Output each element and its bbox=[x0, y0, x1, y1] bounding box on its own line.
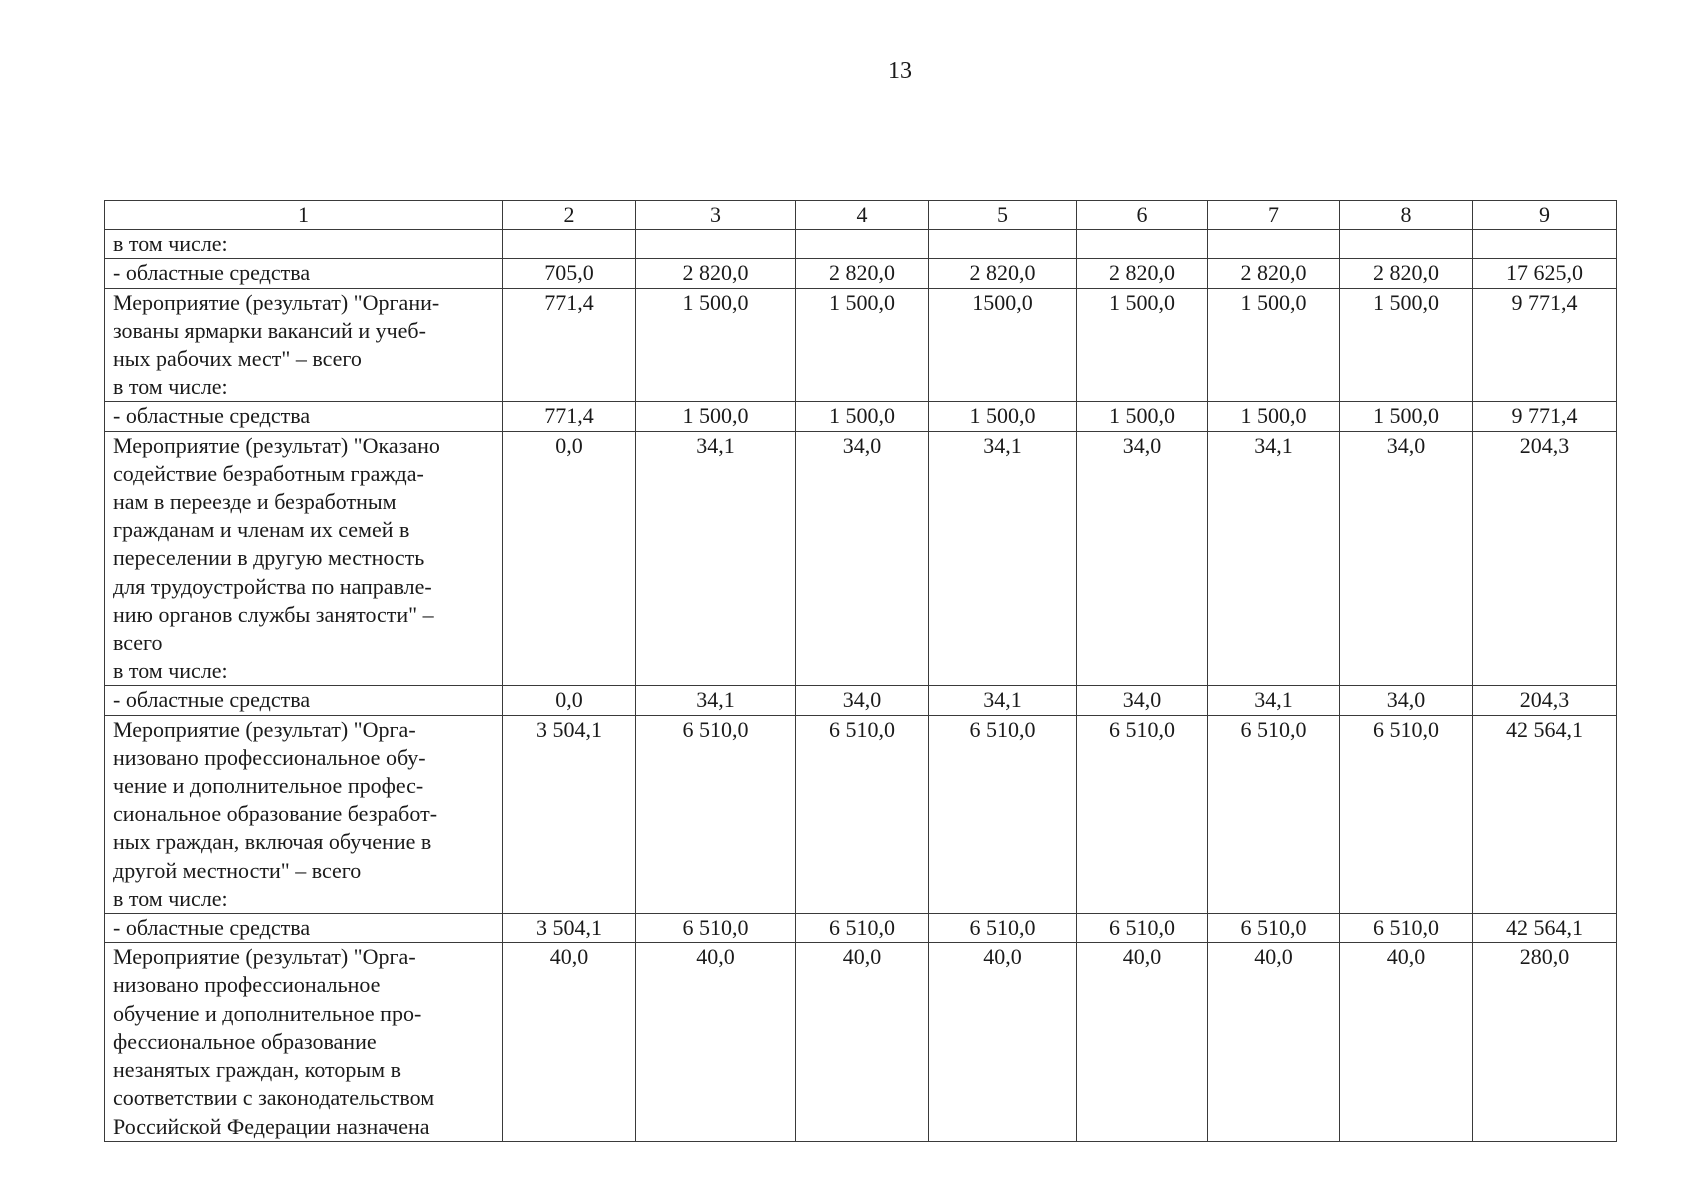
row-value bbox=[636, 230, 796, 259]
column-header: 4 bbox=[796, 201, 929, 230]
page-number: 13 bbox=[888, 58, 912, 84]
row-label-line: незанятых граждан, которым в bbox=[113, 1057, 401, 1083]
row-value: 34,1 bbox=[636, 431, 796, 686]
row-value bbox=[1077, 230, 1208, 259]
table-row bbox=[105, 402, 1617, 431]
row-value: 6 510,0 bbox=[796, 715, 929, 913]
row-value bbox=[1340, 230, 1473, 259]
row-value: 40,0 bbox=[503, 943, 636, 1141]
row-value: 17 625,0 bbox=[1473, 259, 1617, 288]
row-label-line: фессиональное образование bbox=[113, 1028, 377, 1054]
row-label-line: низовано профессиональное bbox=[113, 972, 381, 998]
row-value: 2 820,0 bbox=[1340, 259, 1473, 288]
row-label-line: другой местности" – всего bbox=[113, 857, 362, 883]
row-value: 1 500,0 bbox=[1077, 288, 1208, 402]
row-value: 1 500,0 bbox=[1340, 288, 1473, 402]
row-label-line: в том числе: bbox=[113, 658, 228, 684]
row-value bbox=[929, 230, 1077, 259]
row-value: 2 820,0 bbox=[1208, 259, 1340, 288]
column-header: 3 bbox=[636, 201, 796, 230]
table-row bbox=[105, 259, 1617, 288]
row-label: в том числе: bbox=[105, 230, 503, 259]
row-value: 9 771,4 bbox=[1473, 402, 1617, 431]
row-label-line: содействие безработным гражда- bbox=[113, 460, 424, 486]
row-value: 40,0 bbox=[929, 943, 1077, 1141]
row-value: 2 820,0 bbox=[929, 259, 1077, 288]
row-value: 6 510,0 bbox=[1208, 914, 1340, 943]
row-value: 1500,0 bbox=[929, 288, 1077, 402]
row-value: 6 510,0 bbox=[1208, 715, 1340, 913]
row-label-line: нам в переезде и безработным bbox=[113, 489, 397, 515]
row-value: 1 500,0 bbox=[929, 402, 1077, 431]
row-value: 1 500,0 bbox=[796, 288, 929, 402]
row-value: 34,0 bbox=[1077, 686, 1208, 715]
row-value: 40,0 bbox=[636, 943, 796, 1141]
row-value: 6 510,0 bbox=[929, 715, 1077, 913]
budget-table bbox=[104, 200, 1617, 1142]
row-label-line: зованы ярмарки вакансий и учеб- bbox=[113, 317, 426, 343]
row-label-line: в том числе: bbox=[113, 885, 228, 911]
table-row bbox=[105, 288, 1617, 402]
row-value: 6 510,0 bbox=[929, 914, 1077, 943]
row-value: 40,0 bbox=[1208, 943, 1340, 1141]
column-number-header-row bbox=[105, 201, 1617, 230]
column-header: 1 bbox=[105, 201, 503, 230]
row-value: 40,0 bbox=[1077, 943, 1208, 1141]
row-label-line: низовано профессиональное обу- bbox=[113, 744, 426, 770]
row-value bbox=[1208, 230, 1340, 259]
row-value: 40,0 bbox=[1340, 943, 1473, 1141]
row-label-line: Российской Федерации назначена bbox=[113, 1113, 430, 1139]
row-value: 705,0 bbox=[503, 259, 636, 288]
row-value: 771,4 bbox=[503, 402, 636, 431]
row-value bbox=[503, 230, 636, 259]
column-header: 6 bbox=[1077, 201, 1208, 230]
table-row bbox=[105, 943, 1617, 1141]
column-header: 2 bbox=[503, 201, 636, 230]
row-value: 204,3 bbox=[1473, 686, 1617, 715]
row-value: 6 510,0 bbox=[636, 715, 796, 913]
row-label: - областные средства bbox=[105, 914, 503, 943]
row-value: 6 510,0 bbox=[1340, 715, 1473, 913]
row-value: 9 771,4 bbox=[1473, 288, 1617, 402]
row-label-line: всего bbox=[113, 630, 163, 656]
row-label-line: Мероприятие (результат) "Орга- bbox=[113, 944, 416, 970]
row-value: 2 820,0 bbox=[636, 259, 796, 288]
row-value: 34,0 bbox=[1340, 431, 1473, 686]
row-value bbox=[1473, 230, 1617, 259]
row-label-line: переселении в другую местность bbox=[113, 545, 425, 571]
row-value: 280,0 bbox=[1473, 943, 1617, 1141]
row-value: 1 500,0 bbox=[1340, 402, 1473, 431]
column-header: 5 bbox=[929, 201, 1077, 230]
row-value: 34,0 bbox=[1077, 431, 1208, 686]
row-value: 34,1 bbox=[929, 686, 1077, 715]
row-value: 40,0 bbox=[796, 943, 929, 1141]
row-value: 34,1 bbox=[929, 431, 1077, 686]
row-label-line: гражданам и членам их семей в bbox=[113, 517, 410, 543]
row-value: 0,0 bbox=[503, 686, 636, 715]
row-label bbox=[105, 431, 503, 686]
row-label bbox=[105, 715, 503, 913]
table-row bbox=[105, 431, 1617, 686]
row-value: 1 500,0 bbox=[1077, 402, 1208, 431]
table-row bbox=[105, 715, 1617, 913]
row-value: 34,0 bbox=[796, 686, 929, 715]
row-value: 42 564,1 bbox=[1473, 715, 1617, 913]
row-value: 34,0 bbox=[1340, 686, 1473, 715]
row-label-line: ных граждан, включая обучение в bbox=[113, 829, 432, 855]
column-header: 8 bbox=[1340, 201, 1473, 230]
row-value: 6 510,0 bbox=[1077, 914, 1208, 943]
row-label-line: для трудоустройства по направле- bbox=[113, 573, 432, 599]
row-value: 204,3 bbox=[1473, 431, 1617, 686]
row-label-line: обучение и дополнительное про- bbox=[113, 1000, 422, 1026]
row-value: 771,4 bbox=[503, 288, 636, 402]
row-value: 3 504,1 bbox=[503, 715, 636, 913]
row-value: 6 510,0 bbox=[636, 914, 796, 943]
row-label-line: чение и дополнительное профес- bbox=[113, 773, 424, 799]
row-label-line: ных рабочих мест" – всего bbox=[113, 346, 362, 372]
row-value: 34,1 bbox=[1208, 431, 1340, 686]
row-value: 6 510,0 bbox=[796, 914, 929, 943]
row-value: 1 500,0 bbox=[1208, 402, 1340, 431]
column-header: 7 bbox=[1208, 201, 1340, 230]
row-label-line: Мероприятие (результат) "Оказано bbox=[113, 432, 440, 458]
row-label-line: Мероприятие (результат) "Органи- bbox=[113, 289, 440, 315]
row-value: 2 820,0 bbox=[1077, 259, 1208, 288]
row-value: 3 504,1 bbox=[503, 914, 636, 943]
row-label: - областные средства bbox=[105, 259, 503, 288]
row-value: 6 510,0 bbox=[1077, 715, 1208, 913]
row-value: 1 500,0 bbox=[796, 402, 929, 431]
row-value bbox=[796, 230, 929, 259]
table-body bbox=[105, 201, 1617, 1142]
table-row bbox=[105, 914, 1617, 943]
row-value: 34,1 bbox=[1208, 686, 1340, 715]
row-value: 6 510,0 bbox=[1340, 914, 1473, 943]
row-label bbox=[105, 288, 503, 402]
row-value: 34,1 bbox=[636, 686, 796, 715]
column-header: 9 bbox=[1473, 201, 1617, 230]
row-label: - областные средства bbox=[105, 686, 503, 715]
row-label bbox=[105, 943, 503, 1141]
table-row bbox=[105, 686, 1617, 715]
row-label: - областные средства bbox=[105, 402, 503, 431]
row-value: 1 500,0 bbox=[636, 402, 796, 431]
row-label-line: Мероприятие (результат) "Орга- bbox=[113, 716, 416, 742]
row-value: 42 564,1 bbox=[1473, 914, 1617, 943]
row-label-line: нию органов службы занятости" – bbox=[113, 601, 434, 627]
row-value: 1 500,0 bbox=[1208, 288, 1340, 402]
row-value: 1 500,0 bbox=[636, 288, 796, 402]
row-value: 34,0 bbox=[796, 431, 929, 686]
row-label-line: соответствии с законодательством bbox=[113, 1085, 435, 1111]
table-row bbox=[105, 230, 1617, 259]
row-value: 0,0 bbox=[503, 431, 636, 686]
row-label-line: сиональное образование безработ- bbox=[113, 801, 438, 827]
row-value: 2 820,0 bbox=[796, 259, 929, 288]
row-label-line: в том числе: bbox=[113, 374, 228, 400]
